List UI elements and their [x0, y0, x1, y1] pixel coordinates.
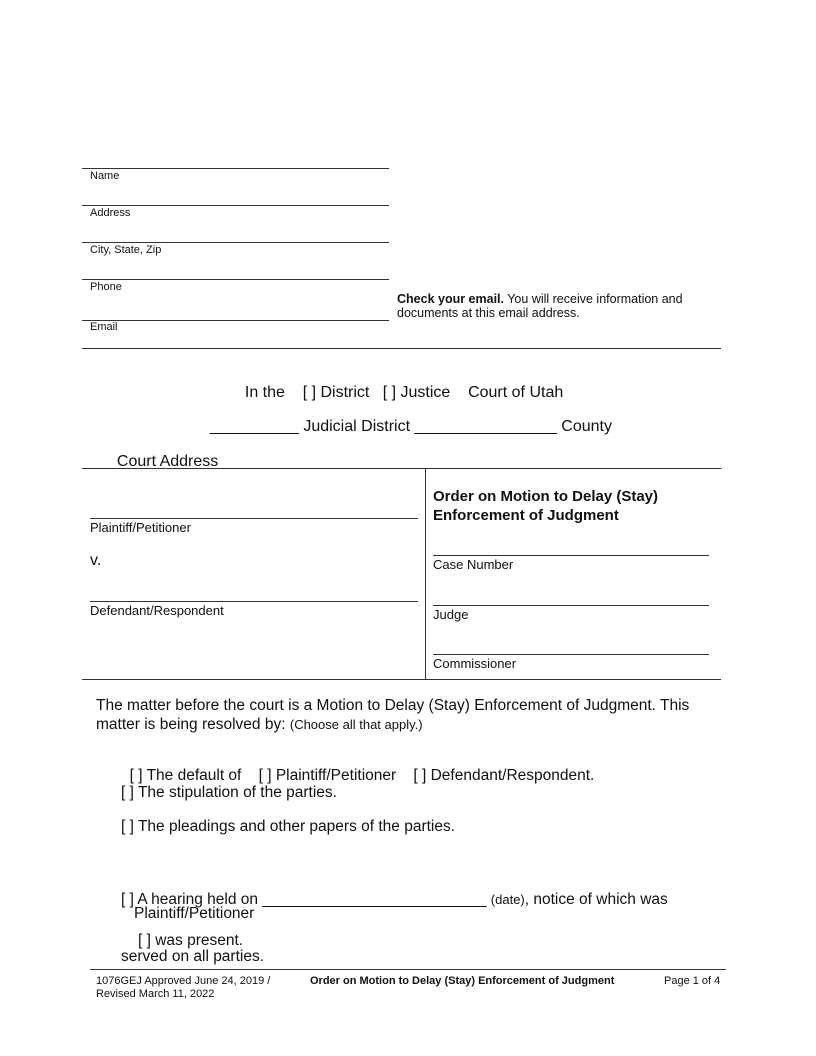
justice-checkbox[interactable]: [ ] Justice [382, 384, 451, 401]
divider-top [82, 348, 721, 349]
footer-form-id-line1: 1076GEJ Approved June 24, 2019 / [96, 975, 271, 987]
defendant-label: Defendant/Respondent [90, 603, 224, 618]
caption-divider [425, 468, 426, 680]
phone-label: Phone [90, 281, 122, 293]
address-line [82, 205, 389, 206]
intro-hint: (Choose all that apply.) [289, 717, 423, 732]
email-note [397, 292, 697, 320]
intro-line2: matter is being resolved by: [96, 716, 286, 733]
address-label: Address [90, 207, 131, 219]
county-field[interactable]: ________________ [414, 418, 557, 435]
email-label: Email [90, 321, 118, 333]
commissioner-label: Commissioner [433, 656, 517, 671]
default-plaintiff-checkbox[interactable]: [ ] Plaintiff/Petitioner [258, 767, 397, 784]
judge-label: Judge [433, 607, 469, 622]
document-title-line1: Order on Motion to Delay (Stay) [433, 488, 659, 505]
intro-paragraph [96, 696, 726, 734]
footer-page: Page 1 of 4 [664, 975, 721, 987]
judge-line [433, 605, 709, 606]
caption-top-line [82, 468, 721, 469]
plaintiff-line [90, 518, 418, 519]
court-of-utah-text: Court of Utah [468, 384, 564, 401]
footer-title: Order on Motion to Delay (Stay) Enforcement of Judgment [310, 975, 615, 987]
judicial-district-line [201, 400, 612, 436]
email-note-text: You will receive information and documents at this email address. [397, 292, 683, 320]
district-checkbox[interactable]: [ ] District [302, 384, 370, 401]
defendant-line [90, 601, 418, 602]
email-note-bold: Check your email. [397, 292, 504, 306]
court-address-line [108, 435, 721, 471]
pleadings-checkbox[interactable]: [ ] The pleadings and other papers of the parties. [121, 818, 456, 835]
versus-text: v. [90, 552, 102, 569]
footer-form-id-line2: Revised March 11, 2022 [96, 988, 215, 1000]
county-label: County [561, 418, 612, 435]
phone-line [82, 279, 389, 280]
footer-form-id [96, 975, 270, 1001]
document-title [433, 487, 658, 525]
default-defendant-checkbox[interactable]: [ ] Defendant/Respondent. [413, 767, 595, 784]
caption-bottom-line [82, 679, 721, 680]
court-line [236, 366, 563, 402]
city-line [82, 242, 389, 243]
plaintiff-label: Plaintiff/Petitioner [90, 520, 191, 535]
default-checkbox[interactable]: [ ] The default of [129, 767, 242, 784]
email-line [82, 320, 389, 321]
document-title-line2: Enforcement of Judgment [433, 507, 619, 524]
case-number-label: Case Number [433, 557, 514, 572]
name-line [82, 168, 389, 169]
was-present-checkbox[interactable]: [ ] was present. [138, 932, 244, 949]
case-number-line [433, 555, 709, 556]
intro-line1: The matter before the court is a Motion to Delay (Stay) Enforcement of Judgment. This [96, 697, 690, 714]
footer-line [90, 969, 726, 970]
stipulation-checkbox[interactable]: [ ] The stipulation of the parties. [121, 784, 337, 801]
judicial-district-label: Judicial District [303, 418, 411, 435]
in-the-text: In the [244, 384, 285, 401]
court-address-field[interactable]: ________________________________________________________ [222, 453, 722, 470]
hearing-line2: served on all parties. [121, 948, 265, 965]
intro-line2-wrap [96, 715, 726, 734]
name-label: Name [90, 170, 120, 182]
hearing-suffix: , notice of which was [524, 891, 668, 908]
hearing-checkbox[interactable]: [ ] A hearing held on [121, 891, 259, 908]
commissioner-line [433, 654, 709, 655]
city-label: City, State, Zip [90, 244, 162, 256]
party-heading: Plaintiff/Petitioner [134, 905, 255, 922]
default-option [121, 749, 594, 785]
hearing-date-field[interactable]: __________________________ [262, 891, 487, 908]
court-address-label: Court Address [116, 453, 219, 470]
judicial-district-field[interactable]: __________ [209, 418, 299, 435]
hearing-date-hint: (date) [490, 892, 525, 907]
